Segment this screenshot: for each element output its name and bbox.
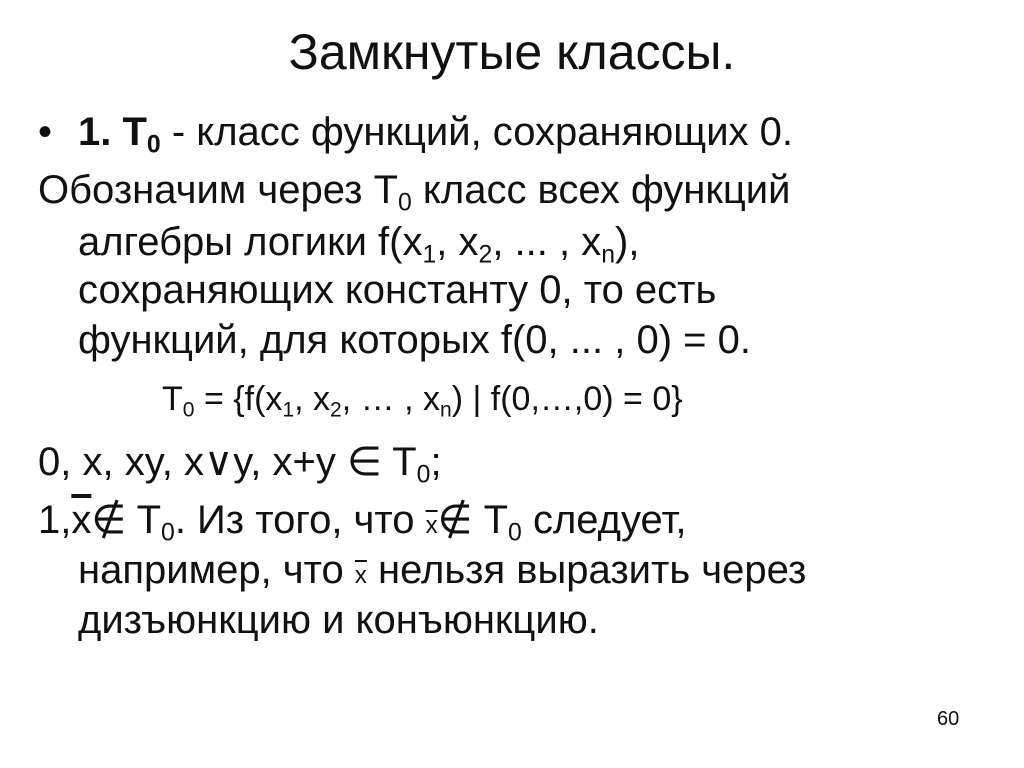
para-line-2	[78, 218, 640, 269]
para-line-1	[38, 166, 791, 217]
nonmembers-l2-a: например, что	[78, 548, 355, 592]
bullet: •	[38, 110, 53, 154]
heading-sub: 0	[146, 131, 161, 159]
heading-number: 1.	[78, 110, 112, 154]
formula-sub1: 1	[282, 398, 295, 422]
class-heading	[78, 108, 794, 159]
formula-subn: n	[440, 398, 452, 422]
formula-e: ) | f(0,…,0) = 0}	[451, 380, 683, 418]
nonmembers-l1-sub: 0	[161, 519, 175, 547]
para-l1-sub: 0	[398, 189, 412, 217]
formula-sub2: 2	[330, 398, 342, 422]
members-a: 0, x, xy, x∨y, x+y ∈ T	[38, 440, 417, 484]
para-l2-sub2: 2	[478, 241, 493, 269]
nonmembers-l1-a: 1,	[38, 498, 72, 542]
nonmembers-line-2	[78, 546, 806, 600]
nonmembers-l1-d: ∉ T	[437, 498, 509, 542]
negated-x-3: $\overline{x}$	[354, 562, 367, 589]
members-line	[38, 438, 442, 489]
para-l2-sub1: 1	[422, 241, 437, 269]
negated-x-2: $\overline{x}$	[425, 512, 438, 539]
para-line-4: функций, для которых f(0, ... , 0) = 0.	[78, 318, 751, 362]
formula-d: , … , x	[341, 380, 440, 418]
formula-a: T	[162, 380, 183, 418]
negated-x: $\overline{x}$	[71, 498, 92, 542]
nonmembers-line-1	[38, 496, 686, 550]
formula-b: = {f(x	[194, 380, 283, 418]
nonmembers-l1-e: следует,	[521, 498, 687, 542]
para-l1-b: класс всех функций	[411, 168, 791, 212]
heading-T: T	[122, 110, 147, 154]
nonmembers-l1-c: . Из того, что	[174, 498, 426, 542]
para-l2-b: , x	[436, 220, 479, 264]
para-l2-subn: n	[601, 241, 616, 269]
para-line-3: сохраняющих константу 0, то есть	[78, 268, 717, 312]
para-l2-c: , ... , x	[492, 220, 602, 264]
slide-title: Замкнутые классы.	[288, 24, 736, 80]
formula-c: , x	[294, 380, 331, 418]
para-l2-d: ),	[615, 220, 640, 264]
nonmembers-l1-b: ∉ T	[91, 498, 162, 542]
nonmembers-l1-sub2: 0	[508, 519, 522, 547]
nonmembers-line-3: дизъюнкцию и конъюнкцию.	[78, 598, 599, 642]
para-l2-a: алгебры логики f(x	[78, 220, 423, 264]
heading-text: - класс функций, сохраняющих 0.	[160, 110, 794, 154]
nonmembers-l2-b: нельзя выразить через	[366, 548, 807, 592]
para-l1-a: Обозначим через T	[38, 168, 398, 212]
page-number: 60	[937, 708, 960, 730]
members-b: ;	[430, 440, 442, 484]
formula-T0	[162, 378, 683, 420]
formula-a-sub: 0	[182, 398, 195, 422]
members-sub: 0	[416, 461, 431, 489]
